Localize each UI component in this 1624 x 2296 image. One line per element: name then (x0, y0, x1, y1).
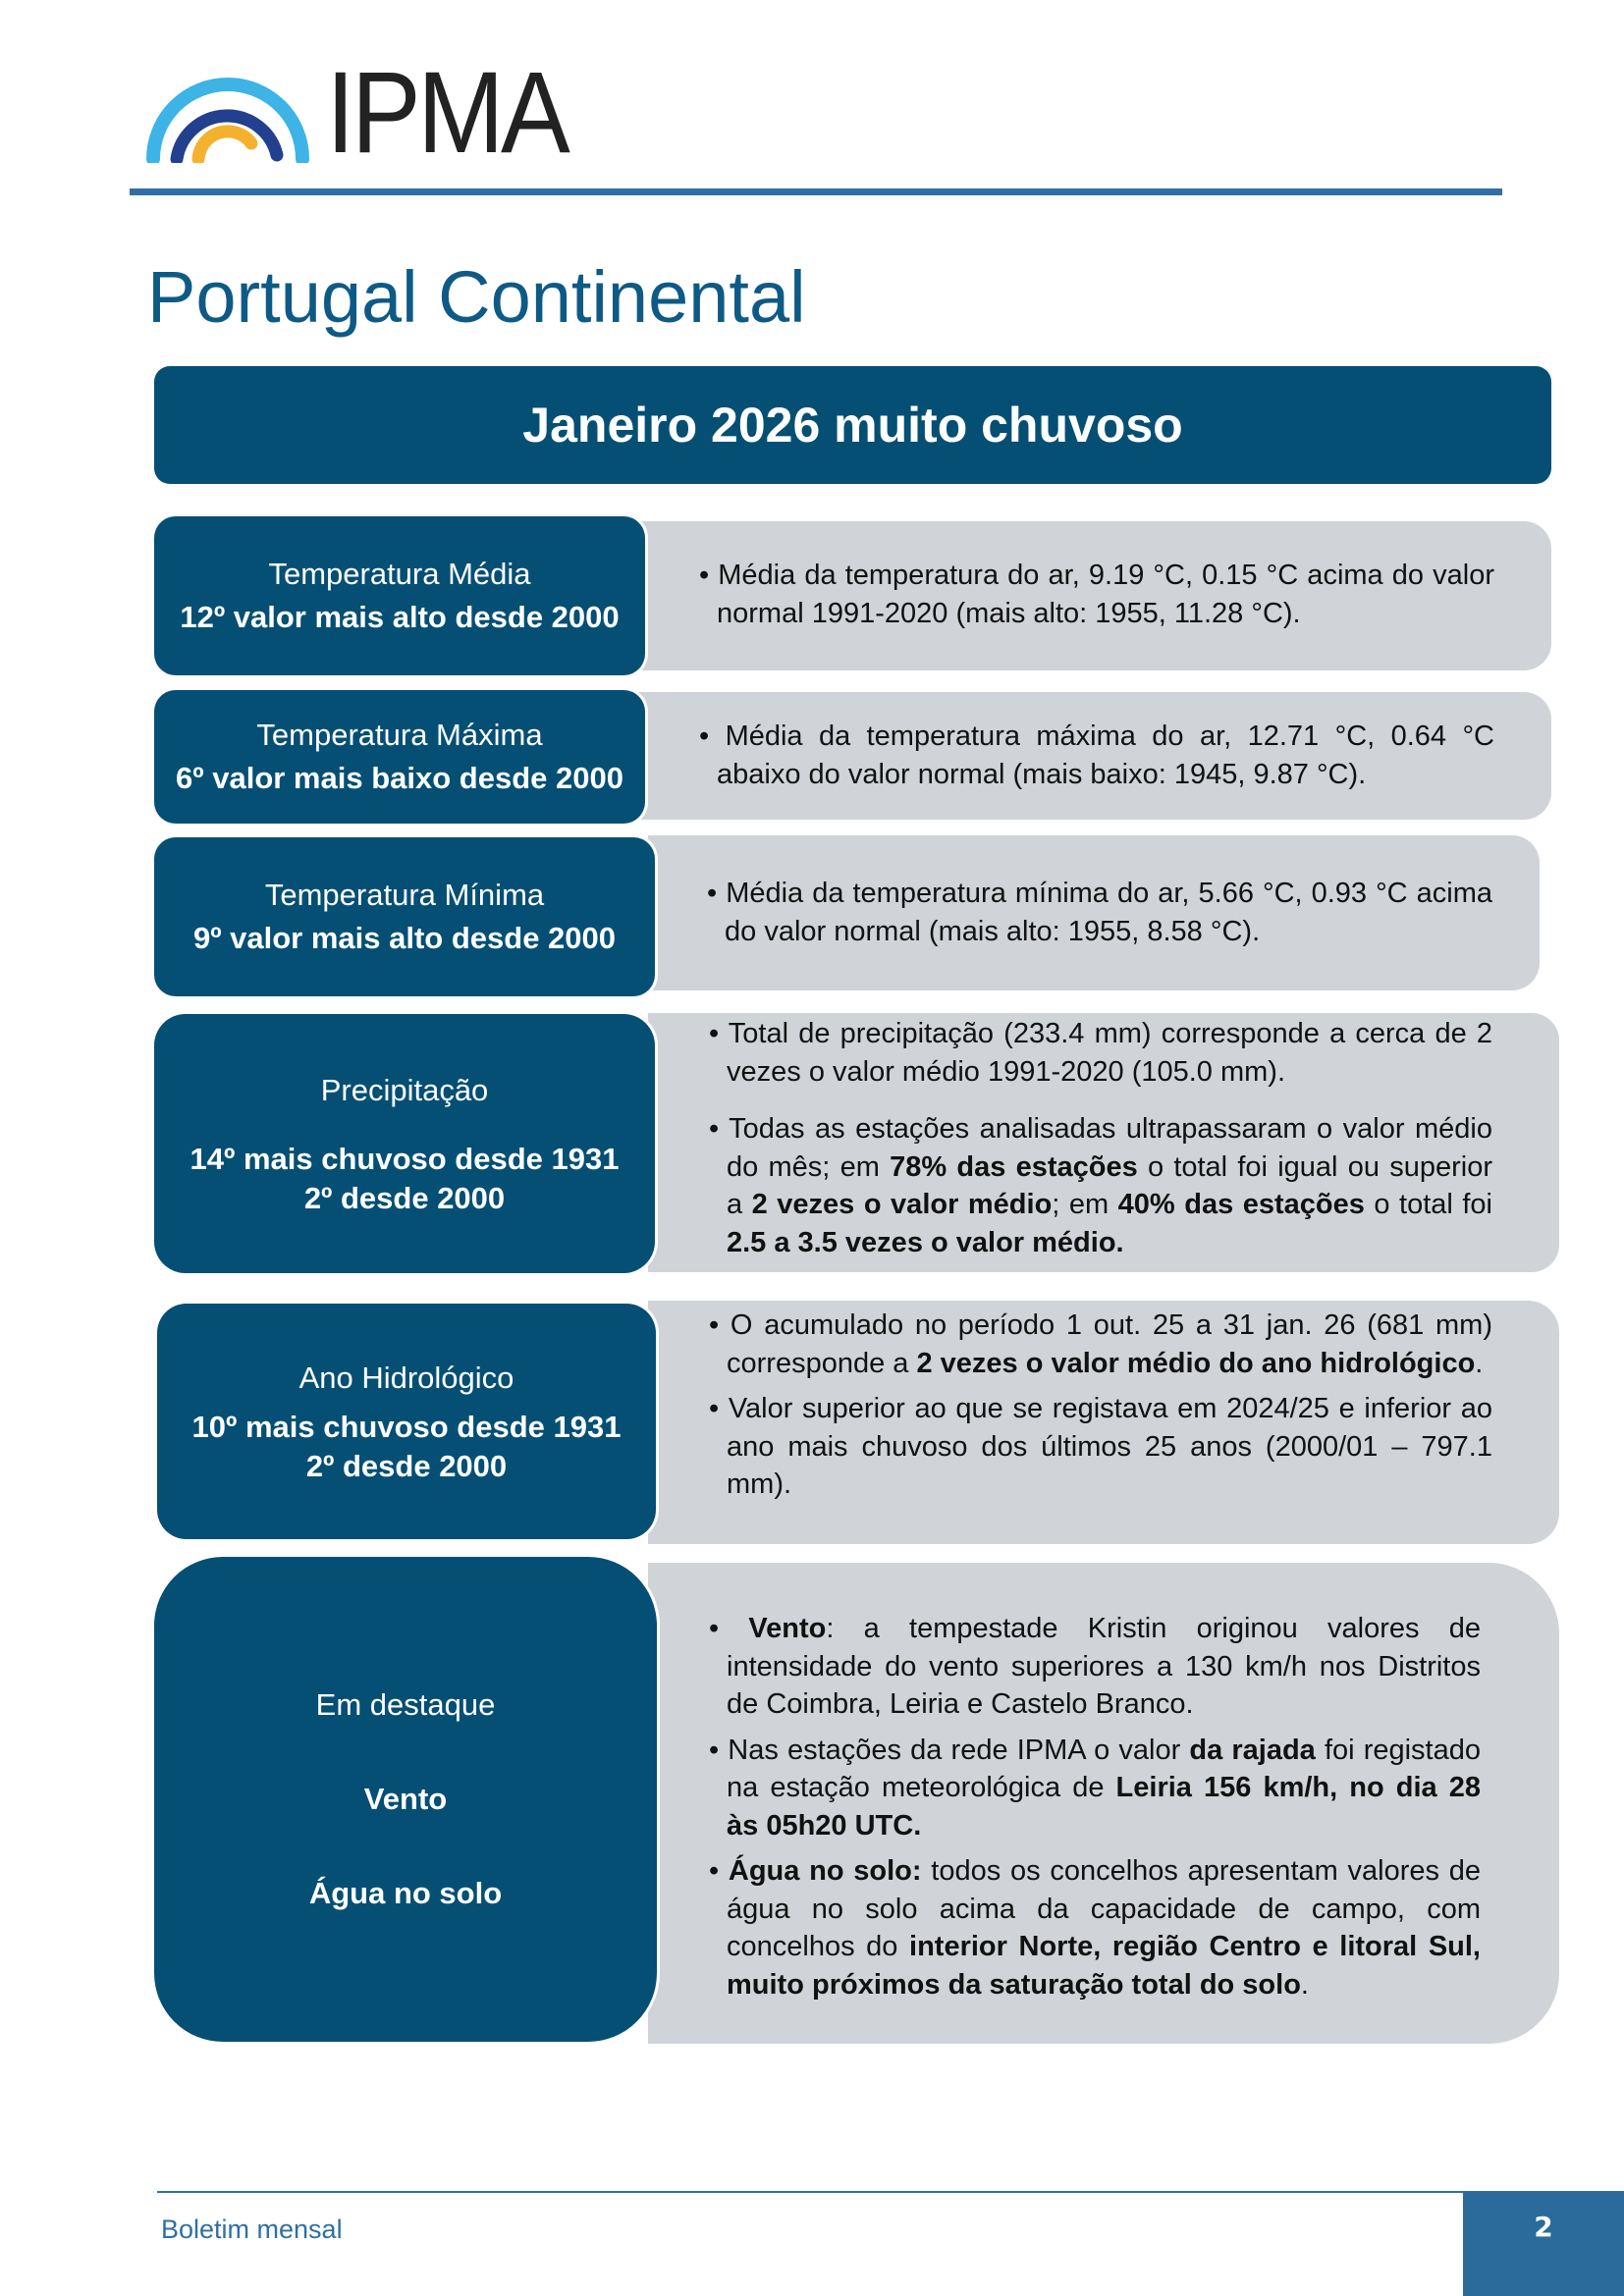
tmedia-label-box (154, 516, 645, 675)
tmax-detail-box (638, 692, 1551, 820)
tmin-bullet: • Média da temperatura mínima do ar, 5.66 °C, 0.93 °C acima do valor normal (mais alto: 1955, 8.58 °C). (707, 878, 1492, 947)
destaque-detail-box (648, 1563, 1559, 2044)
tmedia-rank: 12º valor mais alto desde 2000 (180, 600, 620, 634)
tmin-rank: 9º valor mais alto desde 2000 (192, 921, 617, 955)
destaque-item-vento: Vento (363, 1782, 448, 1816)
rainbow-logo-icon (143, 73, 312, 163)
hidro-label: Ano Hidrológico (298, 1361, 514, 1395)
tmax-label-box (154, 690, 645, 824)
precip-rank-2: 2º desde 2000 (303, 1181, 506, 1215)
page-number: 2 (1534, 2211, 1553, 2243)
tmedia-bullet: • Média da temperatura do ar, 9.19 °C, 0.15 °C acima do valor normal 1991-2020 (mais alto: 1955, 11.28 °C). (699, 560, 1494, 629)
precip-label-box (154, 1014, 655, 1273)
hidro-bullet-1: • O acumulado no período 1 out. 25 a 31 jan. 26 (681 mm) corresponde a 2 vezes o valor médio do ano hidrológico. (709, 1309, 1492, 1379)
hidro-detail-box (648, 1301, 1559, 1544)
precip-detail-box (648, 1013, 1559, 1272)
tmax-bullet: • Média da temperatura máxima do ar, 12.71 °C, 0.64 °C abaixo do valor normal (mais baixo: 1945, 9.87 °C). (699, 721, 1494, 790)
precip-label: Precipitação (320, 1073, 489, 1107)
precip-rank-1: 14º mais chuvoso desde 1931 (189, 1142, 620, 1176)
page-number-box (1463, 2191, 1624, 2296)
destaque-bullet-rajada: • Nas estações da rede IPMA o valor da rajada foi registado na estação meteorológica de Leiria 156 km/h, no dia 28 às 05h20 UTC. (709, 1734, 1481, 1842)
destaque-label: Em destaque (315, 1687, 496, 1722)
header-divider (130, 188, 1502, 195)
headline-text: Janeiro 2026 muito chuvoso (522, 398, 1183, 453)
logo-text: IPMA (326, 48, 568, 178)
tmin-detail-box (648, 835, 1540, 990)
tmin-label-box (154, 837, 655, 996)
precip-bullet-1: • Total de precipitação (233.4 mm) corresponde a cerca de 2 vezes o valor médio 1991-2020 (105.0 mm). (709, 1018, 1492, 1088)
hidro-bullet-2: • Valor superior ao que se registava em 2024/25 e inferior ao ano mais chuvoso dos últimos 25 anos (2000/01 – 797.1 mm). (709, 1393, 1492, 1500)
precip-bullet-2: • Todas as estações analisadas ultrapassaram o valor médio do mês; em 78% das estações o total foi igual ou superior a 2 vezes o valor médio; em 40% das estações o total foi 2.5 a 3.5 vezes o valor médio. (709, 1113, 1492, 1258)
footer-divider (157, 2191, 1463, 2193)
headline-banner (154, 366, 1551, 484)
tmin-label: Temperatura Mínima (264, 878, 545, 912)
tmax-label: Temperatura Máxima (256, 718, 543, 752)
destaque-item-agua: Água no solo (308, 1876, 503, 1910)
hidro-rank-2: 2º desde 2000 (305, 1449, 508, 1483)
destaque-bullet-agua: • Água no solo: todos os concelhos apresentam valores de água no solo acima da capacidade de campo, com concelhos do interior Norte, região Centro e litoral Sul, muito próximos da saturação total do solo. (709, 1855, 1481, 2001)
hidro-label-box (157, 1304, 656, 1539)
destaque-bullet-vento: • Vento: a tempestade Kristin originou valores de intensidade do vento superiores a 130 km/h nos Distritos de Coimbra, Leiria e Castelo Branco. (709, 1613, 1481, 1720)
page-title: Portugal Continental (147, 256, 806, 338)
tmedia-detail-box (638, 521, 1551, 670)
footer-label: Boletim mensal (161, 2215, 343, 2244)
hidro-rank-1: 10º mais chuvoso desde 1931 (191, 1410, 622, 1444)
ipma-logo (143, 48, 594, 178)
tmax-rank: 6º valor mais baixo desde 2000 (176, 761, 623, 795)
destaque-label-box (154, 1557, 657, 2042)
tmedia-label: Temperatura Média (268, 557, 531, 591)
